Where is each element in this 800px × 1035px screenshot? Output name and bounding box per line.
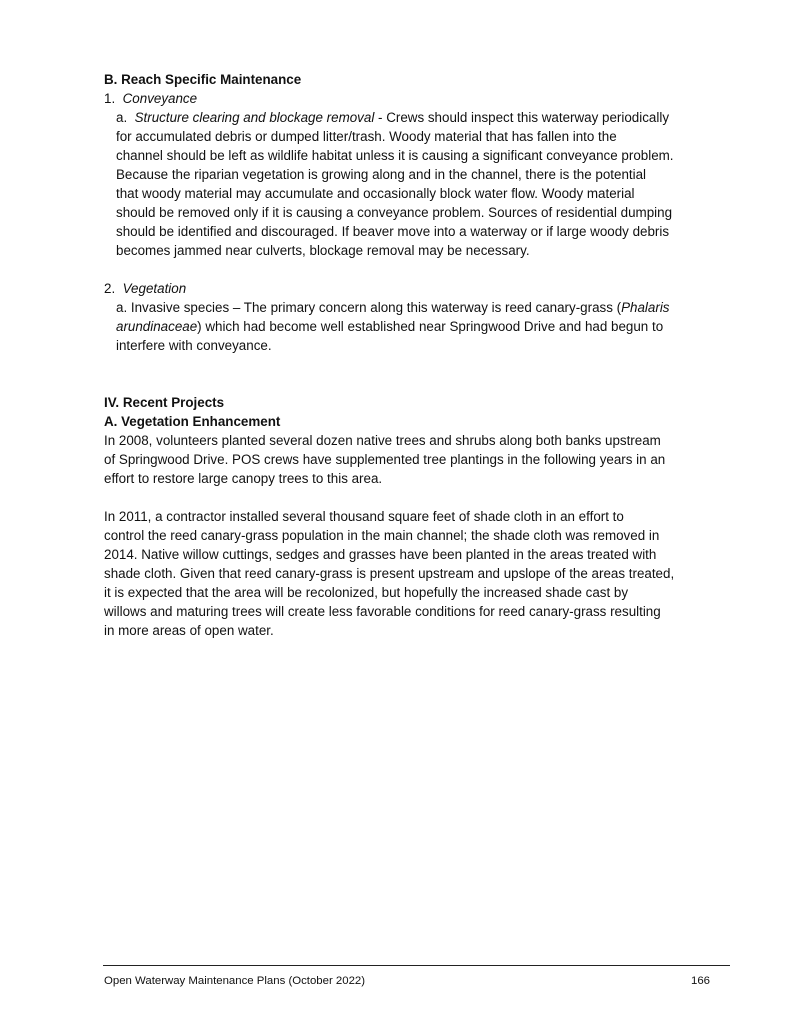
paragraph-line: of Springwood Drive. POS crews have supplemented tree plantings in the following years in an xyxy=(104,452,666,467)
conveyance-line: should be removed only if it is causing a conveyance problem. Sources of residential dumping xyxy=(116,205,673,220)
conveyance-line: that woody material may accumulate and occasionally block water flow. Woody material xyxy=(116,186,635,201)
conveyance-line: channel should be left as wildlife habitat unless it is causing a significant conveyance problem. xyxy=(116,148,674,163)
paragraph-line: In 2011, a contractor installed several thousand square feet of shade cloth in an effort to xyxy=(104,509,624,524)
vegetation-genus: Phalaris xyxy=(621,300,670,315)
document-body xyxy=(104,70,724,640)
footer-title: Open Waterway Maintenance Plans (October 2022) xyxy=(104,975,366,987)
paragraph-line: control the reed canary-grass population in the main channel; the shade cloth was removed in xyxy=(104,528,660,543)
item-2-title: Vegetation xyxy=(122,281,187,296)
vegetation-paragraph xyxy=(104,298,724,355)
page-footer xyxy=(104,973,710,989)
paragraph-line: effort to restore large canopy trees to this area. xyxy=(104,471,383,486)
conveyance-text: - Crews should inspect this waterway periodically xyxy=(374,110,670,125)
vegetation-text: ) which had become well established near Springwood Drive and had begun to xyxy=(197,319,664,334)
footer-divider xyxy=(103,965,730,966)
conveyance-line: should be identified and discouraged. If beaver move into a waterway or if large woody debris xyxy=(116,224,670,239)
item-1-title: Conveyance xyxy=(122,91,198,106)
paragraph-line: willows and maturing trees will create less favorable conditions for reed canary-grass resulting xyxy=(104,604,661,619)
page-number: 166 xyxy=(690,975,710,987)
conveyance-line: Because the riparian vegetation is growing along and in the channel, there is the potential xyxy=(116,167,647,182)
paragraph-line: shade cloth. Given that reed canary-grass is present upstream and upslope of the areas treated, xyxy=(104,566,675,581)
conveyance-italic-title: Structure clearing and blockage removal xyxy=(134,110,375,125)
conveyance-line: for accumulated debris or dumped litter/trash. Woody material that has fallen into the xyxy=(116,129,617,144)
item-1-heading xyxy=(104,89,724,108)
paragraph-2008 xyxy=(104,431,724,488)
vegetation-line-3: interfere with conveyance. xyxy=(116,338,272,353)
paragraph-2011 xyxy=(104,507,724,640)
paragraph-line: it is expected that the area will be recolonized, but hopefully the increased shade cast by xyxy=(104,585,629,600)
spacer xyxy=(104,488,724,507)
conveyance-line-1 xyxy=(116,108,724,127)
vegetation-line-1 xyxy=(116,298,724,317)
spacer xyxy=(104,355,724,393)
vegetation-text: a. Invasive species – The primary concern along this waterway is reed canary-grass ( xyxy=(116,300,622,315)
item-2-heading xyxy=(104,279,724,298)
paragraph-line: In 2008, volunteers planted several dozen native trees and shrubs along both banks upstream xyxy=(104,433,661,448)
vegetation-enhancement-heading: A. Vegetation Enhancement xyxy=(104,414,281,429)
paragraph-line: 2014. Native willow cuttings, sedges and grasses have been planted in the areas treated with xyxy=(104,547,657,562)
conveyance-label: a. xyxy=(116,110,128,125)
conveyance-line: becomes jammed near culverts, blockage removal may be necessary. xyxy=(116,243,530,258)
conveyance-paragraph xyxy=(104,108,724,260)
item-2-number: 2. xyxy=(104,281,116,296)
item-1-number: 1. xyxy=(104,91,116,106)
spacer xyxy=(104,260,724,279)
section-b-heading: B. Reach Specific Maintenance xyxy=(104,72,302,87)
paragraph-line: in more areas of open water. xyxy=(104,623,274,638)
section-iv-heading: IV. Recent Projects xyxy=(104,395,225,410)
vegetation-line-2 xyxy=(116,317,724,336)
vegetation-species: arundinaceae xyxy=(116,319,198,334)
